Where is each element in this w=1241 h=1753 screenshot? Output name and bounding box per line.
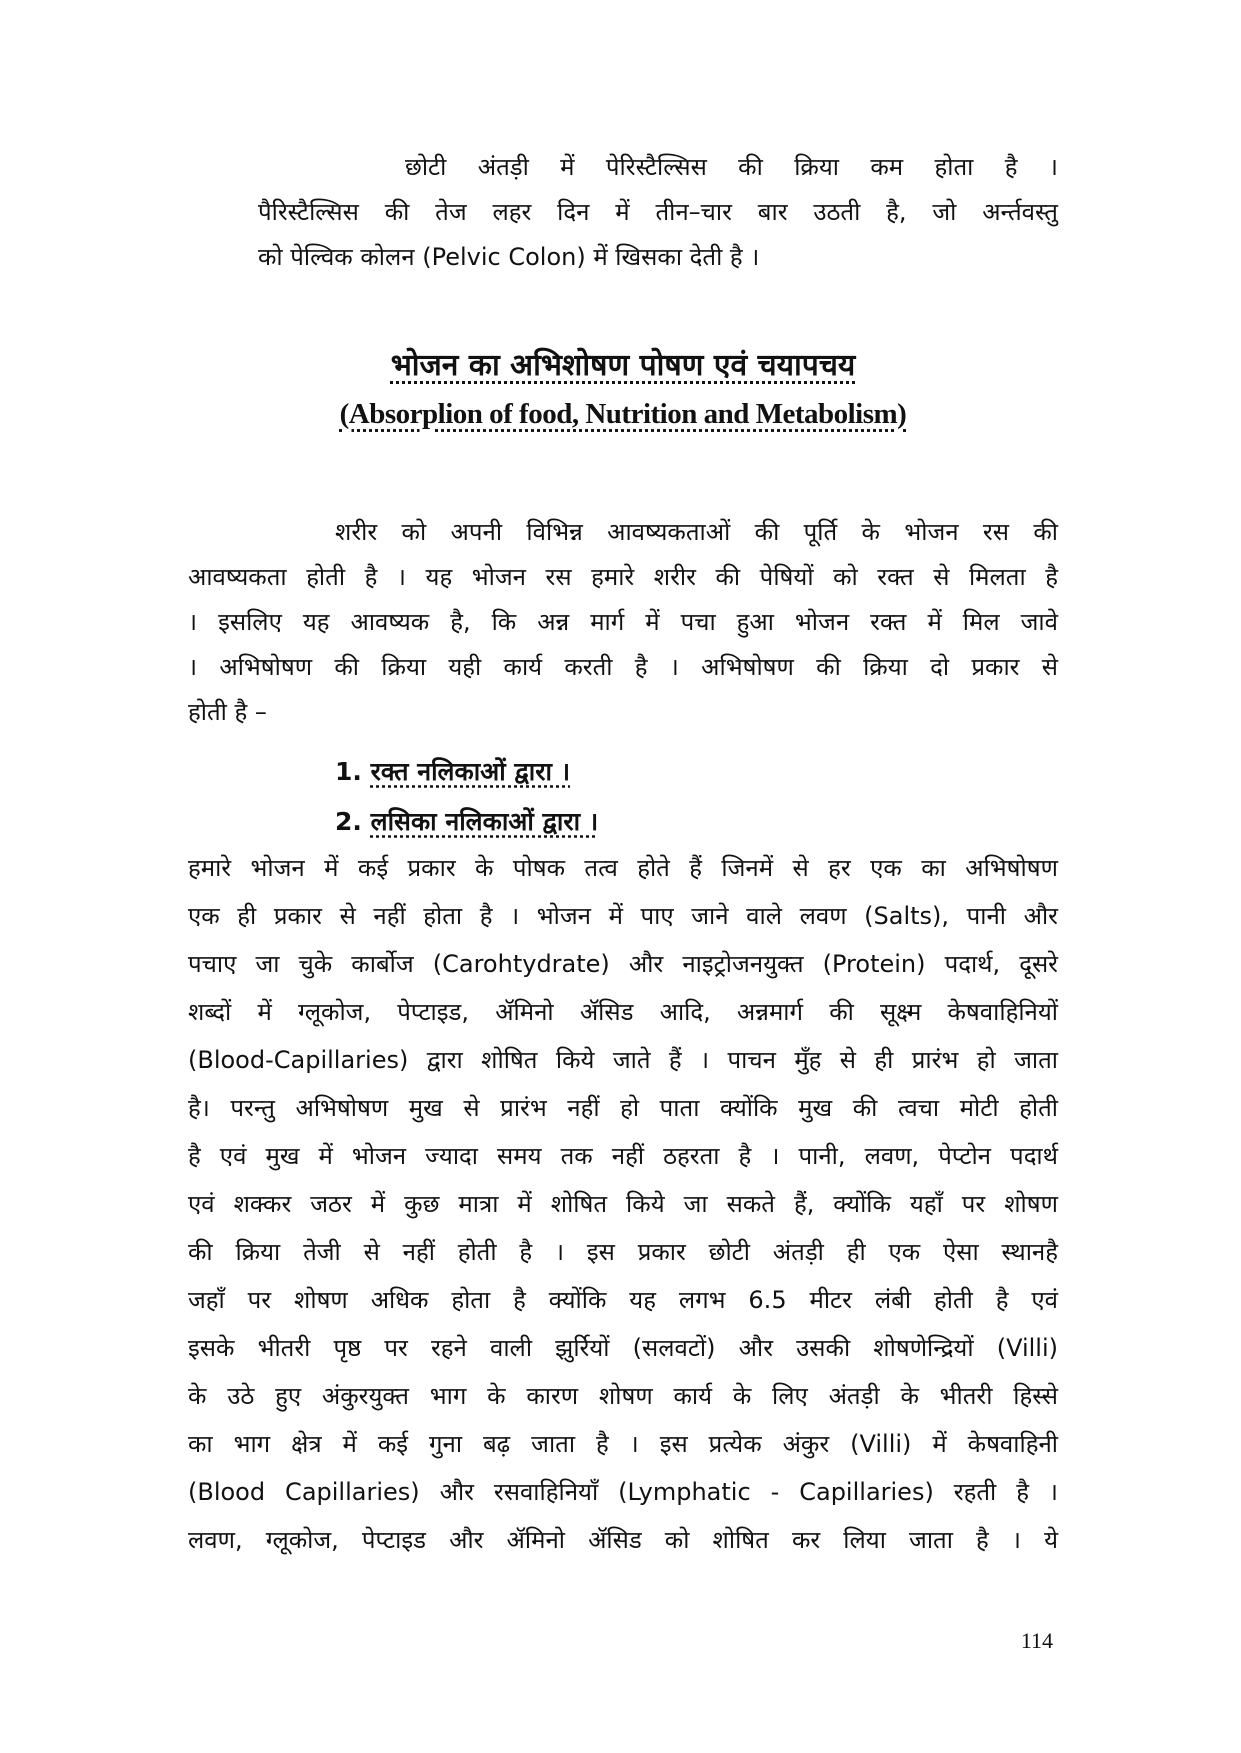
section-heading-hindi-text: भोजन का अभिशोषण पोषण एवं चयापचय [390, 348, 856, 383]
intro-line: पैरिस्टैल्सिस की तेज लहर दिन में तीन–चार बार उठती है, जो अर्न्तवस्तु [258, 198, 1058, 226]
list-item [335, 752, 570, 792]
paragraph-line: एक ही प्रकार से नहीं होता है । भोजन में पाए जाने वाले लवण (Salts), पानी और [188, 902, 1058, 930]
intro-line: को पेल्विक कोलन (Pelvic Colon) में खिसका देती है । [258, 243, 760, 271]
list-item-text: लसिका नलिकाओं द्वारा । [370, 807, 599, 836]
list-item-number: 2. [335, 807, 362, 836]
paragraph-line: लवण, ग्लूकोज, पेप्टाइड और ॲमिनो ॲसिड को शोषित कर लिया जाता है । ये [188, 1526, 1058, 1554]
paragraph-line: इसके भीतरी पृष्ठ पर रहने वाली झुर्रियों (सलवटों) और उसकी शोषणेन्द्रियों (Villi) [188, 1334, 1058, 1362]
paragraph-line: के उठे हुए अंकुरयुक्त भाग के कारण शोषण कार्य के लिए अंतड़ी के भीतरी हिस्से [188, 1382, 1058, 1410]
list-item-text: रक्त नलिकाओं द्वारा । [370, 757, 571, 786]
paragraph-line: की क्रिया तेजी से नहीं होती है । इस प्रकार छोटी अंतड़ी ही एक ऐसा स्थानहै [188, 1238, 1058, 1266]
paragraph-line: आवष्यकता होती है । यह भोजन रस हमारे शरीर की पेषियों को रक्त से मिलता है [188, 563, 1058, 591]
section-heading-hindi [188, 343, 1058, 384]
paragraph-line: एवं शक्कर जठर में कुछ मात्रा में शोषित किये जा सकते हैं, क्योंकि यहॉं पर शोषण [188, 1190, 1058, 1218]
paragraph-line: (Blood Capillaries) और रसवाहिनियॉं (Lymphatic - Capillaries) रहती है । [188, 1478, 1058, 1506]
section-heading-english-text: (Absorplion of food, Nutrition and Metabolism) [339, 398, 907, 430]
paragraph-line: । इसलिए यह आवष्यक है, कि अन्न मार्ग में पचा हुआ भोजन रक्त में मिल जावे [188, 608, 1058, 636]
paragraph-line: जहॉं पर शोषण अधिक होता है क्योंकि यह लगभ 6.5 मीटर लंबी होती है एवं [188, 1286, 1058, 1314]
paragraph-line: हमारे भोजन में कई प्रकार के पोषक तत्व होते हैं जिनमें से हर एक का अभिषोषण [188, 854, 1058, 882]
section-heading-english [188, 398, 1058, 431]
list-item-number: 1. [335, 757, 362, 786]
paragraph-line: । अभिषोषण की क्रिया यही कार्य करती है । अभिषोषण की क्रिया दो प्रकार से [188, 653, 1058, 681]
paragraph-line: है एवं मुख में भोजन ज्यादा समय तक नहीं ठहरता है । पानी, लवण, पेप्टोन पदार्थ [188, 1142, 1058, 1170]
paragraph-line: का भाग क्षेत्र में कई गुना बढ़ जाता है । इस प्रत्येक अंकुर (Villi) में केषवाहिनी [188, 1430, 1058, 1458]
paragraph-line: होती है – [188, 698, 267, 726]
paragraph-line: है। परन्तु अभिषोषण मुख से प्रारंभ नहीं हो पाता क्योंकि मुख की त्वचा मोटी होती [188, 1094, 1058, 1122]
list-item [335, 802, 598, 842]
intro-line: छोटी अंतड़ी में पेरिस्टैल्सिस की क्रिया कम होता है । [405, 153, 1058, 181]
paragraph-line: पचाए जा चुके कार्बोज (Carohtydrate) और नाइट्रोजनयुक्त (Protein) पदार्थ, दूसरे [188, 950, 1058, 978]
paragraph-line: शरीर को अपनी विभिन्न आवष्यकताओं की पूर्ति के भोजन रस की [335, 518, 1058, 546]
paragraph-line: (Blood-Capillaries) द्वारा शोषित किये जाते हैं । पाचन मुँह से ही प्रारंभ हो जाता [188, 1046, 1058, 1074]
page-number: 114 [1020, 1628, 1053, 1653]
paragraph-line: शब्दों में ग्लूकोज, पेप्टाइड, ॲमिनो ॲसिड आदि, अन्नमार्ग की सूक्ष्म केषवाहिनियों [188, 998, 1058, 1026]
